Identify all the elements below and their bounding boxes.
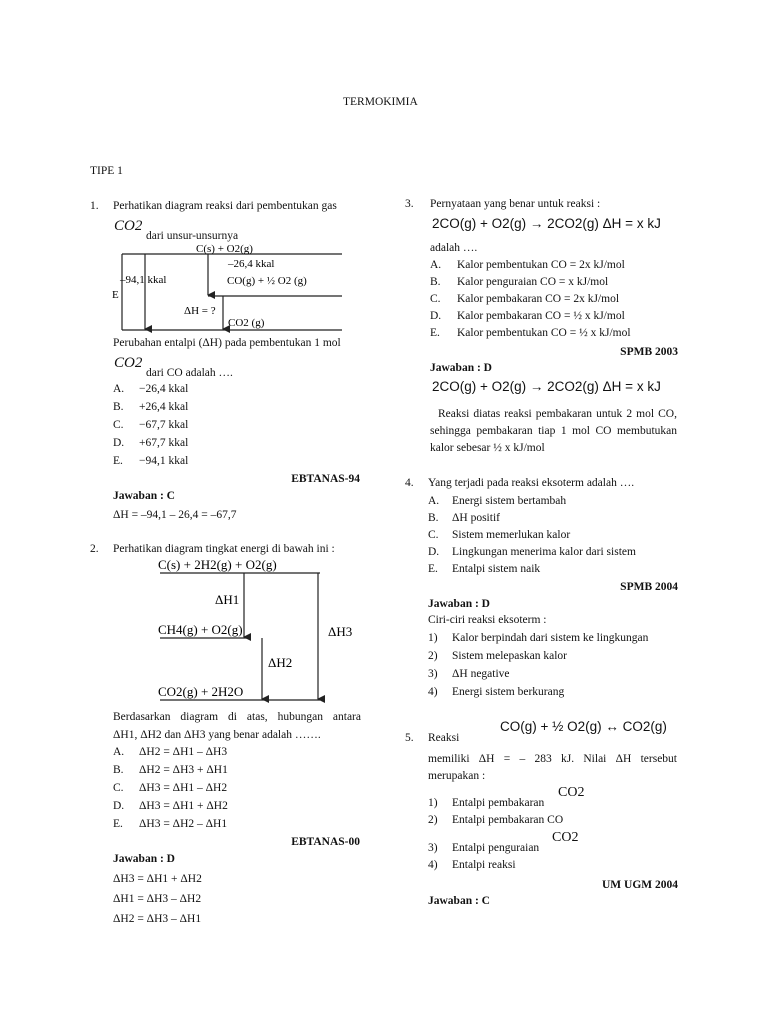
option-text: Entalpi penguraian: [452, 842, 540, 854]
item-number: 3): [428, 668, 438, 680]
option-letter: A.: [113, 746, 125, 758]
option-text: Energi sistem bertambah: [452, 495, 567, 507]
option-text: Kalor pembakaran CO = 2x kJ/mol: [457, 293, 620, 305]
label-dh-b: –94,1 kkal: [120, 274, 167, 286]
question-number: 4.: [405, 477, 414, 489]
question-source: UM UGM 2004: [601, 879, 678, 891]
option-letter: A.: [428, 495, 440, 507]
option-text: Entalpi reaksi: [452, 859, 516, 871]
reaction-equation: 2CO(g) + O2(g) → 2CO2(g) ΔH = x kJ: [432, 216, 661, 231]
option-letter: D.: [113, 800, 125, 812]
option-text: Entalpi pembakaran: [452, 797, 545, 809]
option-letter: B.: [113, 764, 124, 776]
option-letter: C.: [113, 419, 124, 431]
question-source: EBTANAS-00: [291, 836, 360, 848]
option-formula: CO2: [552, 830, 579, 845]
question-number: 2.: [90, 543, 99, 555]
option-letter: C.: [430, 293, 441, 305]
label-dh2: ΔH2: [268, 655, 293, 670]
option-letter: E.: [113, 455, 123, 467]
option-letter: D.: [428, 546, 440, 558]
option-number: 2): [428, 814, 438, 826]
option-text: ΔH2 = ΔH1 – ΔH3: [139, 746, 228, 758]
question-text: Perubahan entalpi (ΔH) pada pembentukan 1 mol: [113, 337, 341, 349]
option-letter: A.: [113, 383, 125, 395]
item-text: Kalor berpindah dari sistem ke lingkungan: [452, 632, 649, 644]
option-letter: D.: [113, 437, 125, 449]
label-dh3: ΔH3: [328, 624, 353, 639]
enthalpy-diagram-1: [110, 243, 350, 333]
axis-label-e: E: [112, 289, 119, 301]
question-number: 3.: [405, 198, 414, 210]
reaction-equation: CO(g) + ½ O2(g) ↔ CO2(g): [500, 719, 667, 734]
species-top: C(s) + O2(g): [196, 243, 253, 255]
enthalpy-diagram-2: [152, 556, 362, 706]
explanation-title: Ciri-ciri reaksi eksoterm :: [428, 614, 547, 626]
question-stem: Reaksi: [428, 732, 460, 744]
option-letter: B.: [428, 512, 439, 524]
option-letter: B.: [430, 276, 441, 288]
option-text: Kalor pembentukan CO = 2x kJ/mol: [457, 259, 625, 271]
question-source: EBTANAS-94: [291, 473, 360, 485]
reaction-equation: 2CO(g) + O2(g) → 2CO2(g) ΔH = x kJ: [432, 379, 661, 394]
answer-key: Jawaban : C: [428, 895, 490, 907]
option-formula: CO2: [558, 785, 585, 800]
option-text: Kalor pembakaran CO = ½ x kJ/mol: [457, 310, 625, 322]
item-text: Sistem melepaskan kalor: [452, 650, 567, 662]
option-letter: D.: [430, 310, 442, 322]
option-text: ΔH2 = ΔH3 + ΔH1: [139, 764, 228, 776]
answer-key: Jawaban : D: [430, 362, 492, 374]
answer-key: Jawaban : D: [428, 598, 490, 610]
option-text: Lingkungan menerima kalor dari sistem: [452, 546, 636, 558]
question-stem: Pernyataan yang benar untuk reaksi :: [430, 198, 601, 210]
explanation-line: ΔH2 = ΔH3 – ΔH1: [113, 913, 202, 925]
question-stem-continued: dari unsur-unsurnya: [146, 230, 239, 242]
section-label: TIPE 1: [90, 165, 123, 177]
question-text-continued: ΔH1, ΔH2 dan ΔH3 yang benar adalah …….: [113, 729, 321, 741]
item-number: 1): [428, 632, 438, 644]
question-number: 1.: [90, 200, 99, 212]
option-text: −26,4 kkal: [139, 383, 189, 395]
species-bottom: CO2(g) + 2H2O: [158, 684, 244, 699]
option-text: Kalor penguraian CO = x kJ/mol: [457, 276, 609, 288]
question-number: 5.: [405, 732, 414, 744]
label-dh1: ΔH1: [215, 592, 240, 607]
option-letter: C.: [428, 529, 439, 541]
option-text: ΔH3 = ΔH1 + ΔH2: [139, 800, 228, 812]
item-number: 2): [428, 650, 438, 662]
option-text: ΔH3 = ΔH1 – ΔH2: [139, 782, 228, 794]
explanation: Reaksi diatas reaksi pembakaran untuk 2 mol CO, sehingga pembakaran tiap 1 mol CO membutukan kalor sebesar ½ x kJ/mol: [430, 408, 677, 454]
option-letter: A.: [430, 259, 442, 271]
answer-key: Jawaban : D: [113, 853, 175, 865]
item-text: Energi sistem berkurang: [452, 686, 565, 698]
option-letter: B.: [113, 401, 124, 413]
option-text: −67,7 kkal: [139, 419, 189, 431]
species-middle: CH4(g) + O2(g): [158, 622, 243, 637]
option-text: Kalor pembentukan CO = ½ x kJ/mol: [457, 327, 631, 339]
question-text: Berdasarkan diagram di atas, hubungan antara: [113, 711, 361, 723]
item-text: ΔH negative: [452, 668, 510, 680]
option-text: +26,4 kkal: [139, 401, 189, 413]
label-dh-a: –26,4 kkal: [228, 258, 275, 270]
formula-co2: CO2: [114, 218, 143, 234]
page-title: TERMOKIMIA: [343, 96, 418, 108]
option-number: 1): [428, 797, 438, 809]
question-stem: Perhatikan diagram reaksi dari pembentukan gas: [113, 200, 337, 212]
option-text: ΔH3 = ΔH2 – ΔH1: [139, 818, 228, 830]
question-stem: Perhatikan diagram tingkat energi di bawah ini :: [113, 543, 335, 555]
formula-co2: CO2: [114, 355, 143, 371]
question-stem: Yang terjadi pada reaksi eksoterm adalah ….: [428, 477, 635, 489]
option-text: −94,1 kkal: [139, 455, 189, 467]
option-number: 3): [428, 842, 438, 854]
species-top: C(s) + 2H2(g) + O2(g): [158, 557, 277, 572]
question-text-continued: dari CO adalah ….: [146, 367, 233, 379]
label-dh-unknown: ΔH = ?: [184, 305, 216, 317]
option-text: ΔH positif: [452, 512, 500, 524]
item-number: 4): [428, 686, 438, 698]
option-text: Entalpi sistem naik: [452, 563, 541, 575]
option-text: +67,7 kkal: [139, 437, 189, 449]
option-letter: C.: [113, 782, 124, 794]
option-letter: E.: [430, 327, 440, 339]
question-source: SPMB 2003: [620, 346, 678, 358]
answer-key: Jawaban : C: [113, 490, 175, 502]
option-text: Entalpi pembakaran CO: [452, 814, 564, 826]
option-number: 4): [428, 859, 438, 871]
explanation-line: ΔH1 = ΔH3 – ΔH2: [113, 893, 202, 905]
explanation: ΔH = –94,1 – 26,4 = –67,7: [113, 509, 237, 521]
option-letter: E.: [113, 818, 123, 830]
question-source: SPMB 2004: [620, 581, 678, 593]
question-stem-continued: memiliki ΔH = – 283 kJ. Nilai ΔH tersebut merupakan :: [428, 753, 677, 782]
species-bottom: CO2 (g): [228, 317, 265, 329]
option-text: Sistem memerlukan kalor: [452, 529, 571, 541]
explanation-line: ΔH3 = ΔH1 + ΔH2: [113, 873, 202, 885]
species-middle: CO(g) + ½ O2 (g): [227, 275, 307, 287]
question-stem-continued: adalah ….: [430, 242, 478, 254]
option-letter: E.: [428, 563, 438, 575]
